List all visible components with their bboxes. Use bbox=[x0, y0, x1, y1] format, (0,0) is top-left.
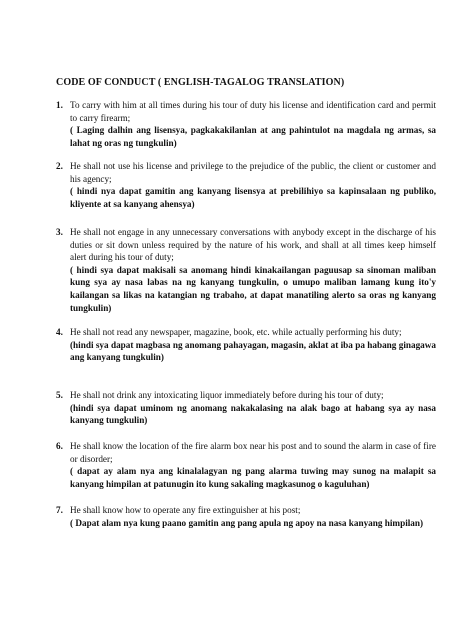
conduct-item-4 bbox=[56, 326, 436, 364]
item-number: 4. bbox=[56, 327, 63, 337]
document-title: CODE OF CONDUCT ( ENGLISH-TAGALOG TRANSLATION) bbox=[56, 77, 345, 88]
item-number: 3. bbox=[56, 227, 63, 237]
conduct-item-5 bbox=[56, 389, 436, 427]
item-number: 2. bbox=[56, 161, 63, 171]
conduct-item-1 bbox=[56, 99, 436, 149]
tagalog-translation: ( hindi sya dapat makisali sa anomang hindi kinakailangan paguusap sa sinoman maliban kung sya ay nasa labas na ng kanyang tungkulin, o umupo maliban lamang kung ito'y kailangan sa likas na katangian ng trabaho, at dapat manatiling alerto sa oras ng kanyang tungkulin) bbox=[70, 264, 436, 313]
english-text: He shall know the location of the fire alarm box near his post and to sound the alarm in case of fire or disorder; bbox=[70, 441, 436, 464]
item-number: 1. bbox=[56, 100, 63, 110]
conduct-item-7 bbox=[56, 504, 436, 529]
conduct-item-3 bbox=[56, 226, 436, 314]
tagalog-translation: ( hindi nya dapat gamitin ang kanyang lisensya at prebilihiyo sa kapinsalaan ng publiko, kliyente at sa kanyang ahensya) bbox=[70, 186, 436, 209]
tagalog-translation: ( dapat ay alam nya ang kinalalagyan ng pang alarma tuwing may sunog na malapit sa kanyang himpilan at patunugin ito kung sakaling magkasunog o kaguluhan) bbox=[70, 466, 436, 489]
english-text: He shall not read any newspaper, magazine, book, etc. while actually performing his duty; bbox=[70, 327, 402, 337]
item-number: 5. bbox=[56, 390, 63, 400]
conduct-item-6 bbox=[56, 440, 436, 490]
item-number: 7. bbox=[56, 505, 63, 515]
conduct-item-2 bbox=[56, 160, 436, 210]
tagalog-translation: ( Laging dalhin ang lisensya, pagkakakilanlan at ang pahintulot na magdala ng armas, sa lahat ng oras ng tungkulin) bbox=[70, 125, 436, 148]
english-text: He shall know how to operate any fire extinguisher at his post; bbox=[70, 505, 301, 515]
english-text: He shall not engage in any unnecessary conversations with anybody except in the discharge of his duties or sit down unless required by the nature of his work, and shall at all times keep himself alert during his tour of duty; bbox=[70, 227, 436, 263]
item-number: 6. bbox=[56, 441, 63, 451]
tagalog-translation: (hindi sya dapat magbasa ng anomang pahayagan, magasin, aklat at iba pa habang ginagawa ang kanyang tungkulin) bbox=[70, 339, 436, 363]
tagalog-translation: (hindi sya dapat uminom ng anomang nakakalasing na alak bago at habang sya ay nasa kanyang tungkulin) bbox=[70, 402, 436, 426]
english-text: He shall not use his license and privilege to the prejudice of the public, the client or customer and his agency; bbox=[70, 161, 436, 184]
tagalog-translation: ( Dapat alam nya kung paano gamitin ang pang apula ng apoy na nasa kanyang himpilan) bbox=[70, 517, 424, 528]
english-text: He shall not drink any intoxicating liquor immediately before during his tour of duty; bbox=[70, 390, 384, 400]
english-text: To carry with him at all times during his tour of duty his license and identification card and permit to carry firearm; bbox=[70, 100, 436, 123]
